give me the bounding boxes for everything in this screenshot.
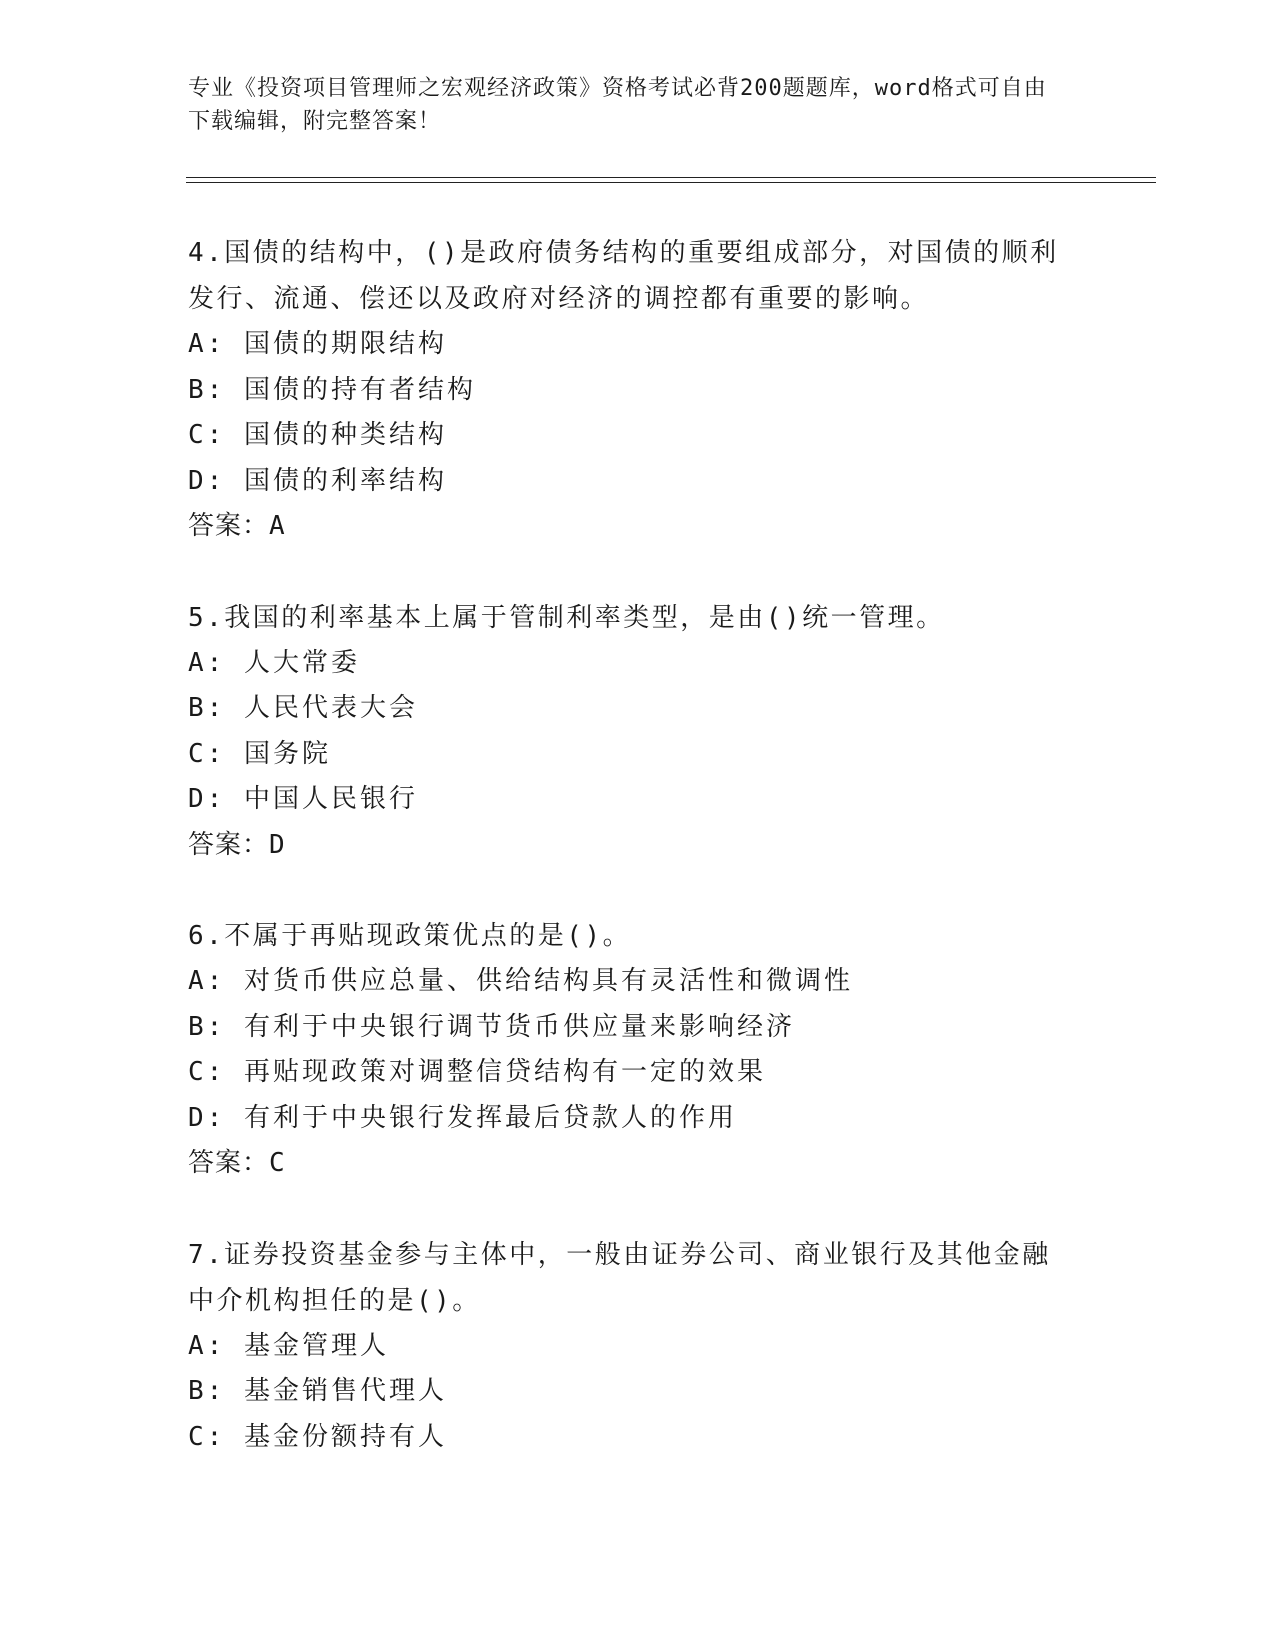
option-c: C: 国债的种类结构 xyxy=(188,420,447,450)
option-c: C: 基金份额持有人 xyxy=(188,1421,447,1452)
option-d: D: 国债的利率结构 xyxy=(188,465,447,496)
option-b: B: 人民代表大会 xyxy=(188,693,418,723)
option-a: A: 基金管理人 xyxy=(188,1330,389,1361)
question-7 xyxy=(188,1232,1068,1461)
document-header: 专业《投资项目管理师之宏观经济政策》资格考试必背200题题库，word格式可自由下载编辑，附完整答案！ xyxy=(188,76,1047,134)
option-c: C: 再贴现政策对调整信贷结构有一定的效果 xyxy=(188,1057,766,1087)
question-stem: 4.国债的结构中，()是政府债务结构的重要组成部分，对国债的顺利发行、流通、偿还以及政府对经济的调控都有重要的影响。 xyxy=(188,238,1059,314)
answer-line: 答案：C xyxy=(188,1148,286,1178)
question-4 xyxy=(188,230,1068,550)
option-a: A: 国债的期限结构 xyxy=(188,329,447,359)
option-a: A: 人大常委 xyxy=(188,647,360,678)
header-divider-line-second xyxy=(186,182,1156,183)
option-c: C: 国务院 xyxy=(188,738,331,769)
question-stem: 7.证券投资基金参与主体中，一般由证券公司、商业银行及其他金融中介机构担任的是()。 xyxy=(188,1239,1051,1316)
question-stem: 6.不属于再贴现政策优点的是()。 xyxy=(188,921,632,951)
question-6 xyxy=(188,913,1068,1187)
option-b: B: 国债的持有者结构 xyxy=(188,374,476,405)
question-5 xyxy=(188,595,1068,869)
header-divider-line xyxy=(186,177,1156,178)
option-a: A: 对货币供应总量、供给结构具有灵活性和微调性 xyxy=(188,966,853,996)
answer-line: 答案：D xyxy=(188,829,286,860)
option-d: D: 中国人民银行 xyxy=(188,784,418,814)
option-d: D: 有利于中央银行发挥最后贷款人的作用 xyxy=(188,1102,737,1133)
question-stem: 5.我国的利率基本上属于管制利率类型，是由()统一管理。 xyxy=(188,602,945,633)
option-b: B: 基金销售代理人 xyxy=(188,1376,447,1406)
answer-line: 答案：A xyxy=(188,511,286,541)
question-list xyxy=(188,230,1068,1505)
option-b: B: 有利于中央银行调节货币供应量来影响经济 xyxy=(188,1011,795,1042)
